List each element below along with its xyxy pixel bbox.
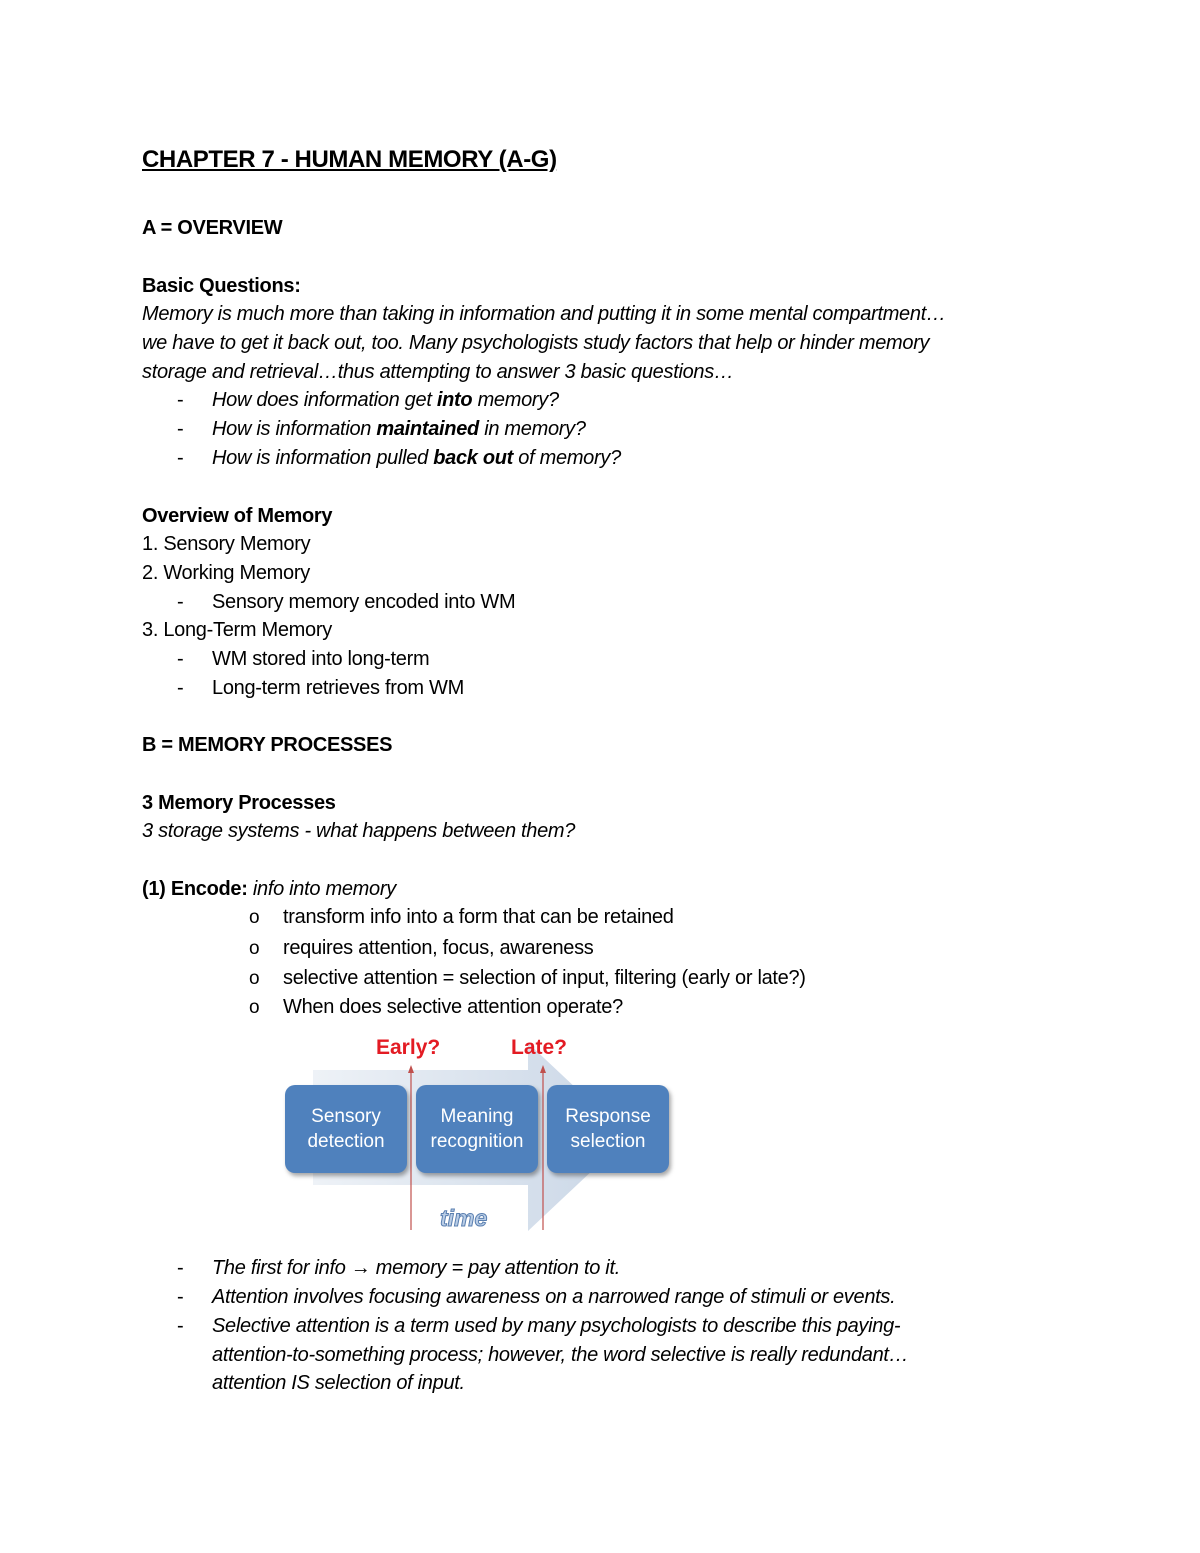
question-item: How is information maintained in memory?: [212, 418, 586, 440]
processes-heading: 3 Memory Processes: [142, 792, 336, 814]
list-dash: -: [177, 591, 184, 613]
section-b-heading: B = MEMORY PROCESSES: [142, 734, 393, 756]
overview-item: 2. Working Memory: [142, 562, 310, 584]
overview-subitem: WM stored into long-term: [212, 648, 430, 670]
encode-bullet: requires attention, focus, awareness: [283, 937, 594, 959]
circle-bullet: o: [249, 968, 260, 989]
list-dash: -: [177, 447, 184, 469]
circle-bullet: o: [249, 938, 260, 959]
encode-bullet: selective attention = selection of input, filtering (early or late?): [283, 967, 806, 989]
overview-heading: Overview of Memory: [142, 505, 333, 527]
list-dash: -: [177, 389, 184, 411]
list-dash: -: [177, 648, 184, 670]
list-dash: -: [177, 1286, 184, 1308]
basic-questions-heading: Basic Questions:: [142, 275, 301, 297]
response-selection-box: Response selection: [547, 1085, 669, 1173]
paragraph-line: Memory is much more than taking in information and putting it in some mental compartment…: [142, 303, 946, 325]
overview-item: 1. Sensory Memory: [142, 533, 311, 555]
encode-line: (1) Encode: info into memory: [142, 878, 396, 900]
question-item: How does information get into memory?: [212, 389, 559, 411]
list-dash: -: [177, 677, 184, 699]
encode-bullet: When does selective attention operate?: [283, 996, 623, 1018]
sensory-detection-box: Sensory detection: [285, 1085, 407, 1173]
question-item: How is information pulled back out of memory?: [212, 447, 621, 469]
attention-diagram: [283, 1025, 681, 1243]
paragraph-line: storage and retrieval…thus attempting to answer 3 basic questions…: [142, 361, 734, 383]
note-item-continued: attention-to-something process; however, the word selective is really redundant…: [212, 1344, 909, 1366]
list-dash: -: [177, 1257, 184, 1279]
circle-bullet: o: [249, 997, 260, 1018]
processes-subheading: 3 storage systems - what happens between them?: [142, 820, 576, 842]
paragraph-line: we have to get it back out, too. Many psychologists study factors that help or hinder memory: [142, 332, 930, 354]
meaning-recognition-box: Meaning recognition: [416, 1085, 538, 1173]
chapter-title: CHAPTER 7 - HUMAN MEMORY (A-G): [142, 146, 557, 173]
note-item: Selective attention is a term used by many psychologists to describe this paying-: [212, 1315, 901, 1337]
overview-subitem: Sensory memory encoded into WM: [212, 591, 516, 613]
note-item-continued: attention IS selection of input.: [212, 1372, 465, 1394]
circle-bullet: o: [249, 907, 260, 928]
encode-bullet: transform info into a form that can be retained: [283, 906, 674, 928]
overview-subitem: Long-term retrieves from WM: [212, 677, 464, 699]
overview-item: 3. Long-Term Memory: [142, 619, 332, 641]
list-dash: -: [177, 418, 184, 440]
note-item: The first for info → memory = pay attention to it.: [212, 1257, 620, 1279]
time-label: time: [440, 1205, 488, 1231]
late-label: Late?: [511, 1036, 568, 1059]
note-item: Attention involves focusing awareness on a narrowed range of stimuli or events.: [212, 1286, 896, 1308]
right-arrow-icon: →: [350, 1257, 371, 1279]
list-dash: -: [177, 1315, 184, 1337]
section-a-heading: A = OVERVIEW: [142, 217, 283, 239]
early-label: Early?: [376, 1036, 441, 1059]
